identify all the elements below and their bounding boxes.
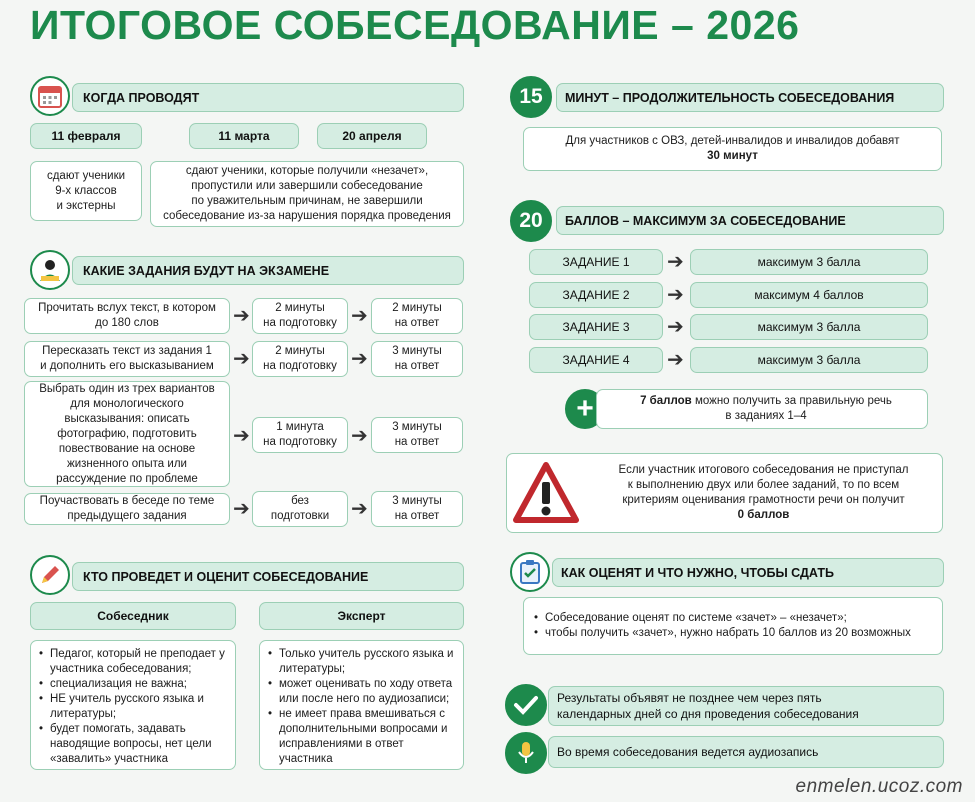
list-item: • Только учитель русского языка и литературы;	[268, 647, 455, 677]
task-4-answer: 3 минуты на ответ	[371, 491, 463, 527]
duration-number: 15	[510, 76, 552, 118]
score-number: 20	[510, 200, 552, 242]
score-max-3: максимум 3 балла	[690, 314, 928, 340]
date-mar: 11 марта	[189, 123, 299, 149]
task-3-answer: 3 минуты на ответ	[371, 417, 463, 453]
arrow-right-icon: ➔	[351, 305, 368, 327]
results-note: Результаты объявят не позднее чем через пять календарных дней со дня проведения собеседования	[548, 686, 944, 726]
when-header: КОГДА ПРОВОДЯТ	[72, 83, 464, 112]
score-task-4: ЗАДАНИЕ 4	[529, 347, 663, 373]
list-item: • не имеет права вмешиваться с дополнительными вопросами и исправлениями в ответ участника	[268, 707, 455, 767]
pass-details	[523, 597, 943, 655]
arrow-right-icon: ➔	[351, 425, 368, 447]
arrow-right-icon: ➔	[351, 348, 368, 370]
arrow-right-icon: ➔	[233, 425, 250, 447]
arrow-right-icon: ➔	[233, 348, 250, 370]
page-title: ИТОГОВОЕ СОБЕСЕДОВАНИЕ – 2026	[30, 2, 800, 48]
arrow-right-icon: ➔	[667, 284, 684, 306]
interlocutor-list	[39, 647, 227, 767]
arrow-right-icon: ➔	[667, 316, 684, 338]
expert-title: Эксперт	[259, 602, 464, 630]
task-3-prep: 1 минута на подготовку	[252, 417, 348, 453]
score-task-1: ЗАДАНИЕ 1	[529, 249, 663, 275]
task-2-prep: 2 минуты на подготовку	[252, 341, 348, 377]
warning-icon	[507, 454, 585, 532]
checkmark-icon	[505, 684, 547, 726]
task-1-answer: 2 минуты на ответ	[371, 298, 463, 334]
task-1-description: Прочитать вслух текст, в котором до 180 слов	[24, 298, 230, 334]
task-3-description: Выбрать один из трех вариантов для монологического высказывания: описать фотографию, подготовить повествование на основе жизненного опыта или рассуждение по проблеме	[24, 381, 230, 487]
interlocutor-details	[30, 640, 236, 770]
duration-note: Для участников с ОВЗ, детей-инвалидов и инвалидов добавят 30 минут	[523, 127, 942, 171]
pencil-icon	[30, 555, 70, 595]
pass-header: КАК ОЦЕНЯТ И ЧТО НУЖНО, ЧТОБЫ СДАТЬ	[552, 558, 944, 587]
date-feb: 11 февраля	[30, 123, 142, 149]
arrow-right-icon: ➔	[233, 305, 250, 327]
pass-list	[534, 611, 911, 641]
score-max-2: максимум 4 баллов	[690, 282, 928, 308]
student-icon	[30, 250, 70, 290]
score-max-1: максимум 3 балла	[690, 249, 928, 275]
bonus-note: 7 баллов можно получить за правильную речь в заданиях 1–4	[596, 389, 928, 429]
warning-box	[506, 453, 943, 533]
clipboard-icon	[510, 552, 550, 592]
date-apr: 20 апреля	[317, 123, 427, 149]
when-first-group: сдают ученики 9-х классов и экстерны	[30, 161, 142, 221]
list-item: • будет помогать, задавать наводящие вопросы, нет цели «завалить» участника	[39, 722, 227, 767]
task-2-answer: 3 минуты на ответ	[371, 341, 463, 377]
list-item: • Собеседование оценят по системе «зачет» – «незачет»;	[534, 611, 911, 626]
list-item: • специализация не важна;	[39, 677, 227, 692]
plus-icon: +	[565, 389, 605, 429]
when-other-group: сдают ученики, которые получили «незачет», пропустили или завершили собеседование по уважительным причинам, не завершили собеседование из-за нарушения порядка проведения	[150, 161, 464, 227]
list-item: • чтобы получить «зачет», нужно набрать 10 баллов из 20 возможных	[534, 626, 911, 641]
score-task-2: ЗАДАНИЕ 2	[529, 282, 663, 308]
evaluators-header: КТО ПРОВЕДЕТ И ОЦЕНИТ СОБЕСЕДОВАНИЕ	[72, 562, 464, 591]
audio-note: Во время собеседования ведется аудиозапись	[548, 736, 944, 768]
expert-details	[259, 640, 464, 770]
task-4-prep: без подготовки	[252, 491, 348, 527]
arrow-right-icon: ➔	[667, 251, 684, 273]
task-2-description: Пересказать текст из задания 1 и дополнить его высказыванием	[24, 341, 230, 377]
tasks-header: КАКИЕ ЗАДАНИЯ БУДУТ НА ЭКЗАМЕНЕ	[72, 256, 464, 285]
list-item: • может оценивать по ходу ответа или после него по аудиозаписи;	[268, 677, 455, 707]
score-header: БАЛЛОВ – МАКСИМУМ ЗА СОБЕСЕДОВАНИЕ	[556, 206, 944, 235]
arrow-right-icon: ➔	[351, 498, 368, 520]
duration-header: МИНУТ – ПРОДОЛЖИТЕЛЬНОСТЬ СОБЕСЕДОВАНИЯ	[556, 83, 944, 112]
score-max-4: максимум 3 балла	[690, 347, 928, 373]
arrow-right-icon: ➔	[233, 498, 250, 520]
microphone-icon	[505, 732, 547, 774]
score-task-3: ЗАДАНИЕ 3	[529, 314, 663, 340]
expert-list	[268, 647, 455, 767]
task-1-prep: 2 минуты на подготовку	[252, 298, 348, 334]
warning-text: Если участник итогового собеседования не приступал к выполнению двух или более заданий, то по всем критериям оценивания грамотности речи он получит 0 баллов	[618, 464, 909, 521]
list-item: • НЕ учитель русского языка и литературы;	[39, 692, 227, 722]
calendar-icon	[30, 76, 70, 116]
task-4-description: Поучаствовать в беседе по теме предыдущего задания	[24, 493, 230, 525]
interlocutor-title: Собеседник	[30, 602, 236, 630]
site-watermark: enmelen.ucoz.com	[795, 776, 963, 797]
list-item: • Педагог, который не преподает у участника собеседования;	[39, 647, 227, 677]
arrow-right-icon: ➔	[667, 349, 684, 371]
